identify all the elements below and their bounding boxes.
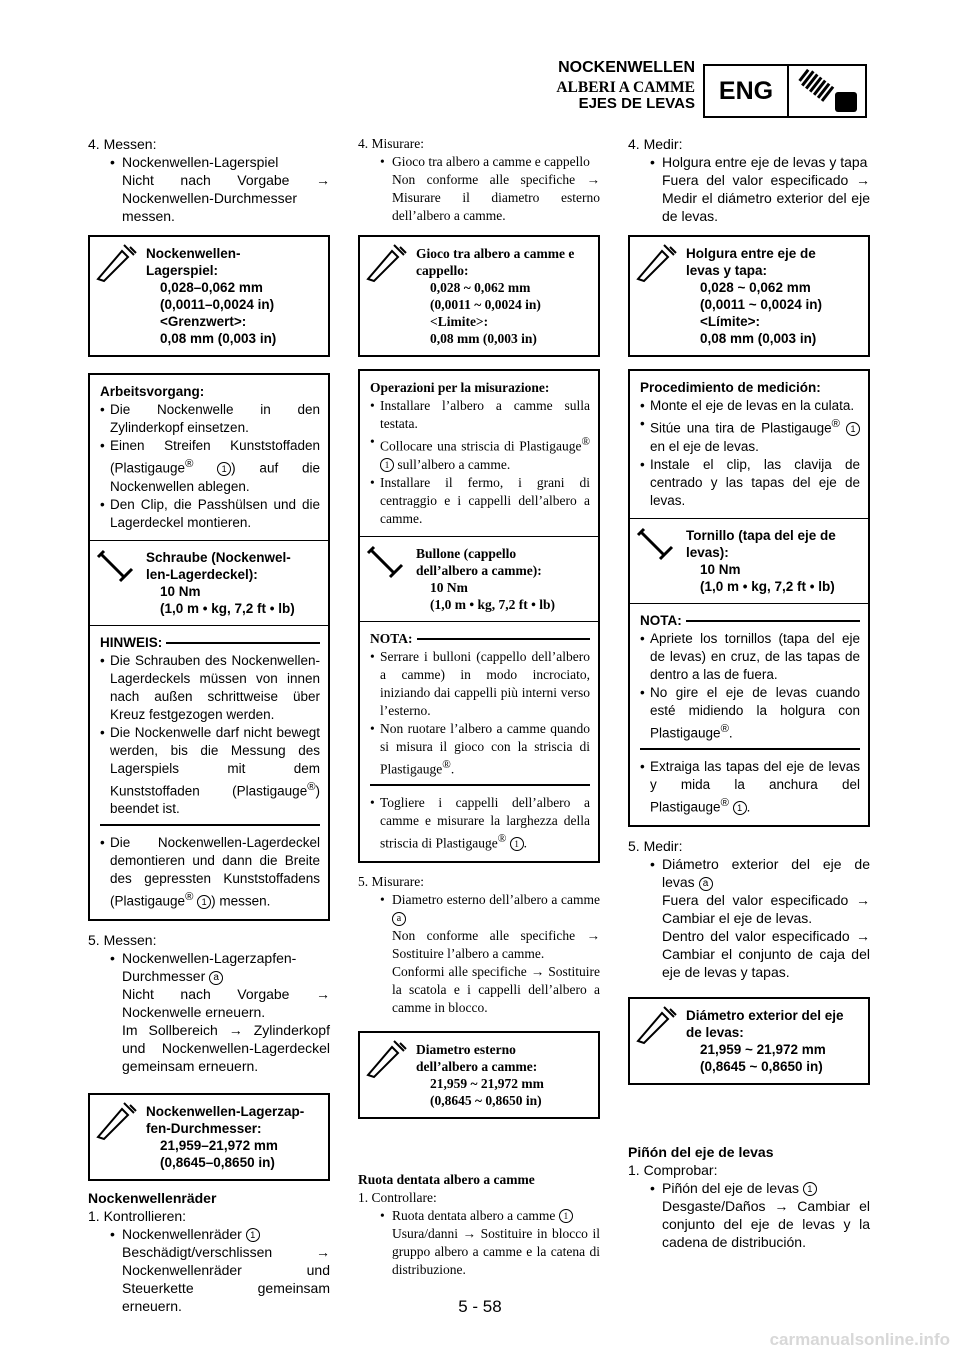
wrench-icon xyxy=(634,525,678,565)
caliper-icon xyxy=(94,1101,138,1141)
callout-a: a xyxy=(699,877,713,891)
section-title-de: NOCKENWELLEN xyxy=(558,59,695,76)
callout-1: 1 xyxy=(197,895,211,909)
caliper-icon xyxy=(364,1039,408,1079)
de-torque-spec: Schraube (Nockenwel- len-Lagerdeckel): 10 Nm (1,0 m • kg, 7,2 ft • lb) xyxy=(88,540,330,626)
de-step4-text: Nicht nach Vorgabe → Nockenwellen-Durchmesser messen. xyxy=(122,172,330,224)
de-note-box: HINWEIS: • Die Schrauben des Nockenwellen-Lagerdeckels müssen von innen nach außen schrittweise über Kreuz festgezogen werden. • Die Nockenwelle darf nicht bewegt werden, bis die Messung des Lagerspiels mit dem Kunststoffaden (Plastigauge®) beendet ist. • Die Nockenwellen-Lagerdeckel demontieren und dann die Breite des gepressten Kunststoffadens (Plastigauge® 1 ) messen. xyxy=(88,626,330,921)
callout-a: a xyxy=(209,971,223,985)
wrench-icon xyxy=(94,547,138,587)
callout-1: 1 xyxy=(803,1182,817,1196)
es-spec-bearing-clearance: Holgura entre eje de levas y tapa: 0,028 ~ 0,062 mm (0,0011 ~ 0,0024 in) <Límite>: 0,08 mm (0,003 in) xyxy=(628,235,870,357)
it-spec-bearing-clearance: Gioco tra albero a camme e cappello: 0,028 ~ 0,062 mm (0,0011 ~ 0,0024 in) <Limite>: 0,08 mm (0,003 in) xyxy=(358,235,600,357)
caliper-icon xyxy=(94,243,138,283)
de-spec-journal-diameter: Nockenwellen-Lagerzap- fen-Durchmesser: 21,959–21,972 mm (0,8645–0,8650 in) xyxy=(88,1093,330,1181)
engine-spring-icon xyxy=(791,68,863,116)
caliper-icon xyxy=(364,243,408,283)
de-step-4: 4. Messen: xyxy=(88,136,157,152)
de-gear-title: Nockenwellenräder xyxy=(88,1189,217,1206)
de-spec-bearing-clearance: Nockenwellen- Lagerspiel: 0,028–0,062 mm (0,0011–0,0024 in) <Grenzwert>: 0,08 mm (0,003 in) xyxy=(88,235,330,357)
page-number: 5 - 58 xyxy=(458,1297,502,1316)
callout-a: a xyxy=(392,912,406,926)
de-step-5: 5. Messen: xyxy=(88,931,157,948)
wrench-icon xyxy=(364,543,408,583)
es-note-box: NOTA: • Apriete los tornillos (tapa del eje de levas) en cruz, de las tapas de dentro a las de fuera. • No gire el eje de levas cuando esté midiendo la holgura con Plastigauge®. • Extraiga las tapas del eje de levas y mida la anchura del Plastigauge® 1 . xyxy=(628,604,870,827)
de-note-title: HINWEIS: xyxy=(100,634,163,650)
caliper-icon xyxy=(634,243,678,283)
it-torque-spec: Bullone (cappello dell’albero a camme): 10 Nm (1,0 m • kg, 7,2 ft • lb) xyxy=(358,536,600,622)
callout-1: 1 xyxy=(380,458,394,472)
de-procedure-box: Arbeitsvorgang: • Die Nockenwelle in den Zylinderkopf einsetzen. • Einen Streifen Kunststoffaden (Plastigauge® 1 ) auf die Nockenwellen ablegen. • Den Clip, die Passhülsen und die Lagerdeckel montieren. xyxy=(88,373,330,540)
watermark: carmanualsonline.info xyxy=(769,1330,950,1349)
it-procedure-box: Operazioni per la misurazione: • Installare l’albero a camme sulla testata. • Collocare una striscia di Plastigauge® 1 sull’albero a camme. • Installare il fermo, i grani di centraggio e i cappelli dell’albero a camme. xyxy=(358,369,600,536)
callout-1: 1 xyxy=(246,1228,260,1242)
eng-label: ENG xyxy=(705,66,789,116)
es-torque-spec: Tornillo (tapa del eje de levas): 10 Nm (1,0 m • kg, 7,2 ft • lb) xyxy=(628,518,870,604)
column-spanish: 4. Medir: • Holgura entre eje de levas y tapa Fuera del valor especificado → Medir el diámetro exterior del eje de levas. Holgura entre eje de levas y tapa: 0,028 ~ 0,062 mm (0,0011 ~ 0,0024 in) <Límite>: 0,08 mm (0,003 in) Procedimiento de medición: • Monte el eje de levas en la culata. • Sitúe una tira de Plastigauge® 1 en el eje de levas. • Instale el clip, las clavija de centrado y las tapas del eje de levas. Tornillo (tapa del eje de levas): 10 Nm (1,0 m • kg, 7,2 ft • lb) NOTA: • Apriete los tornillos (tapa del eje de levas) en cruz, de las tapas de dentro a las de fuera. • No gire el eje de levas cuando esté midiendo la holgura con Plastigauge®. • Extraiga las tapas del eje de levas y mida la anchura del Plastigauge® 1 . 5. Medir: • Diámetro exterior del eje de levas a Fuera del valor especificado → Cambiar el eje de levas. Dentro del valor especificado → Cambiar el conjunto de caja del eje de levas y tapas. Diámetro exterior del eje de levas: 21,959 ~ 21,972 mm (0,8645 ~ 0,8650 in) Piñón del eje de levas 1. Comprobar: • Piñón del eje de levas 1 Desgaste/Daños → Cambiar el conjunto del eje de levas y la cadena de distribución. xyxy=(628,135,870,1251)
it-spec-journal-diameter: Diametro esterno dell’albero a camme: 21,959 ~ 21,972 mm (0,8645 ~ 0,8650 in) xyxy=(358,1031,600,1119)
it-note-box: NOTA: • Serrare i bulloni (cappello dell’albero a camme) in modo incrociato, iniziando dai cappelli più interni verso l’esterno. • Non ruotare l’albero a camme quando si misura il gioco con la striscia di Plastigauge®. • Togliere i cappelli dell’albero a camme e misurare la larghezza della striscia di Plastigauge® 1 . xyxy=(358,622,600,863)
callout-1: 1 xyxy=(510,837,524,851)
callout-1: 1 xyxy=(733,801,747,815)
es-spec-journal-diameter: Diámetro exterior del eje de levas: 21,959 ~ 21,972 mm (0,8645 ~ 0,8650 in) xyxy=(628,997,870,1085)
de-step4-subject: • Nockenwellen-Lagerspiel xyxy=(88,153,330,171)
callout-1: 1 xyxy=(217,462,231,476)
column-italian: 4. Misurare: • Gioco tra albero a camme e cappello Non conforme alle specifiche → Misurare il diametro esterno dell’albero a camme. Gioco tra albero a camme e cappello: 0,028 ~ 0,062 mm (0,0011 ~ 0,0024 in) <Limite>: 0,08 mm (0,003 in) Operazioni per la misurazione: • Installare l’albero a camme sulla testata. • Collocare una striscia di Plastigauge® 1 sull’albero a camme. • Installare il fermo, i grani di centraggio e i cappelli dell’albero a camme. Bullone (cappello dell’albero a camme): 10 Nm (1,0 m • kg, 7,2 ft • lb) NOTA: • Serrare i bulloni (cappello dell’albero a camme) in modo incrociato, iniziando dai cappelli più interni verso l’esterno. • Non ruotare l’albero a camme quando si misura il gioco con la striscia di Plastigauge®. • Togliere i cappelli dell’albero a camme e misurare la larghezza della striscia di Plastigauge® 1 . 5. Misurare: • Diametro esterno dell’albero a camme a Non conforme alle specifiche → Sostituire l’albero a camme. Conformi alle specifiche → Sostituire la scatola e i cappelli dell’albero a camme in blocco. Diametro esterno dell’albero a camme: 21,959 ~ 21,972 mm (0,8645 ~ 0,8650 in) Ruota dentata albero a camme 1. Controllare: • Ruota dentata albero a camme 1 Usura/danni → Sostituire in blocco il gruppo albero a camme e la catena di distribuzione. xyxy=(358,135,600,1279)
caliper-icon xyxy=(634,1005,678,1045)
eng-badge xyxy=(703,64,867,118)
section-title-it: ALBERI A CAMME xyxy=(556,79,695,96)
it-step-4: 4. Misurare: xyxy=(358,136,424,151)
es-procedure-box: Procedimiento de medición: • Monte el eje de levas en la culata. • Sitúe una tira de Plastigauge® 1 en el eje de levas. • Instale el clip, las clavija de centrado y las tapas del eje de levas. xyxy=(628,369,870,518)
column-german: 4. Messen: • Nockenwellen-Lagerspiel Nicht nach Vorgabe → Nockenwellen-Durchmesser messen. Nockenwellen- Lagerspiel: 0,028–0,062 mm (0,0011–0,0024 in) <Grenzwert>: 0,08 mm (0,003 in) Arbeitsvorgang: • Die Nockenwelle in den Zylinderkopf einsetzen. • Einen Streifen Kunststoffaden (Plastigauge® 1 ) auf die Nockenwellen ablegen. • Den Clip, die Passhülsen und die Lagerdeckel montieren. Schraube (Nockenwel- len-Lagerdeckel): 10 Nm (1,0 m • kg, 7,2 ft • lb) HINWEIS: • Die Schrauben des Nockenwellen-Lagerdeckels müssen von innen nach außen schrittweise über Kreuz festgezogen werden. • Die Nockenwelle darf nicht bewegt werden, bis die Messung des Lagerspiels mit dem Kunststoffaden (Plastigauge®) beendet ist. • Die Nockenwellen-Lagerdeckel demontieren und dann die Breite des gepressten Kunststoffadens (Plastigauge® 1 ) messen. 5. Messen: • Nockenwellen-Lagerzapfen-Durchmesser a Nicht nach Vorgabe → Nockenwelle erneuern. Im Sollbereich → Zylinderkopf und Nockenwellen-Lagerdeckel gemeinsam erneuern. Nockenwellen-Lagerzap- fen-Durchmesser: 21,959–21,972 mm (0,8645–0,8650 in) Nockenwellenräder 1. Kontrollieren: • Nockenwellenräder 1 Beschädigt/verschlissen → Nockenwellenräder und Steuerkette gemeinsam erneuern. xyxy=(88,135,330,1315)
callout-1: 1 xyxy=(846,422,860,436)
de-procedure-title: Arbeitsvorgang: xyxy=(100,384,205,399)
section-title-es: EJES DE LEVAS xyxy=(578,95,695,112)
callout-1: 1 xyxy=(559,1209,573,1223)
